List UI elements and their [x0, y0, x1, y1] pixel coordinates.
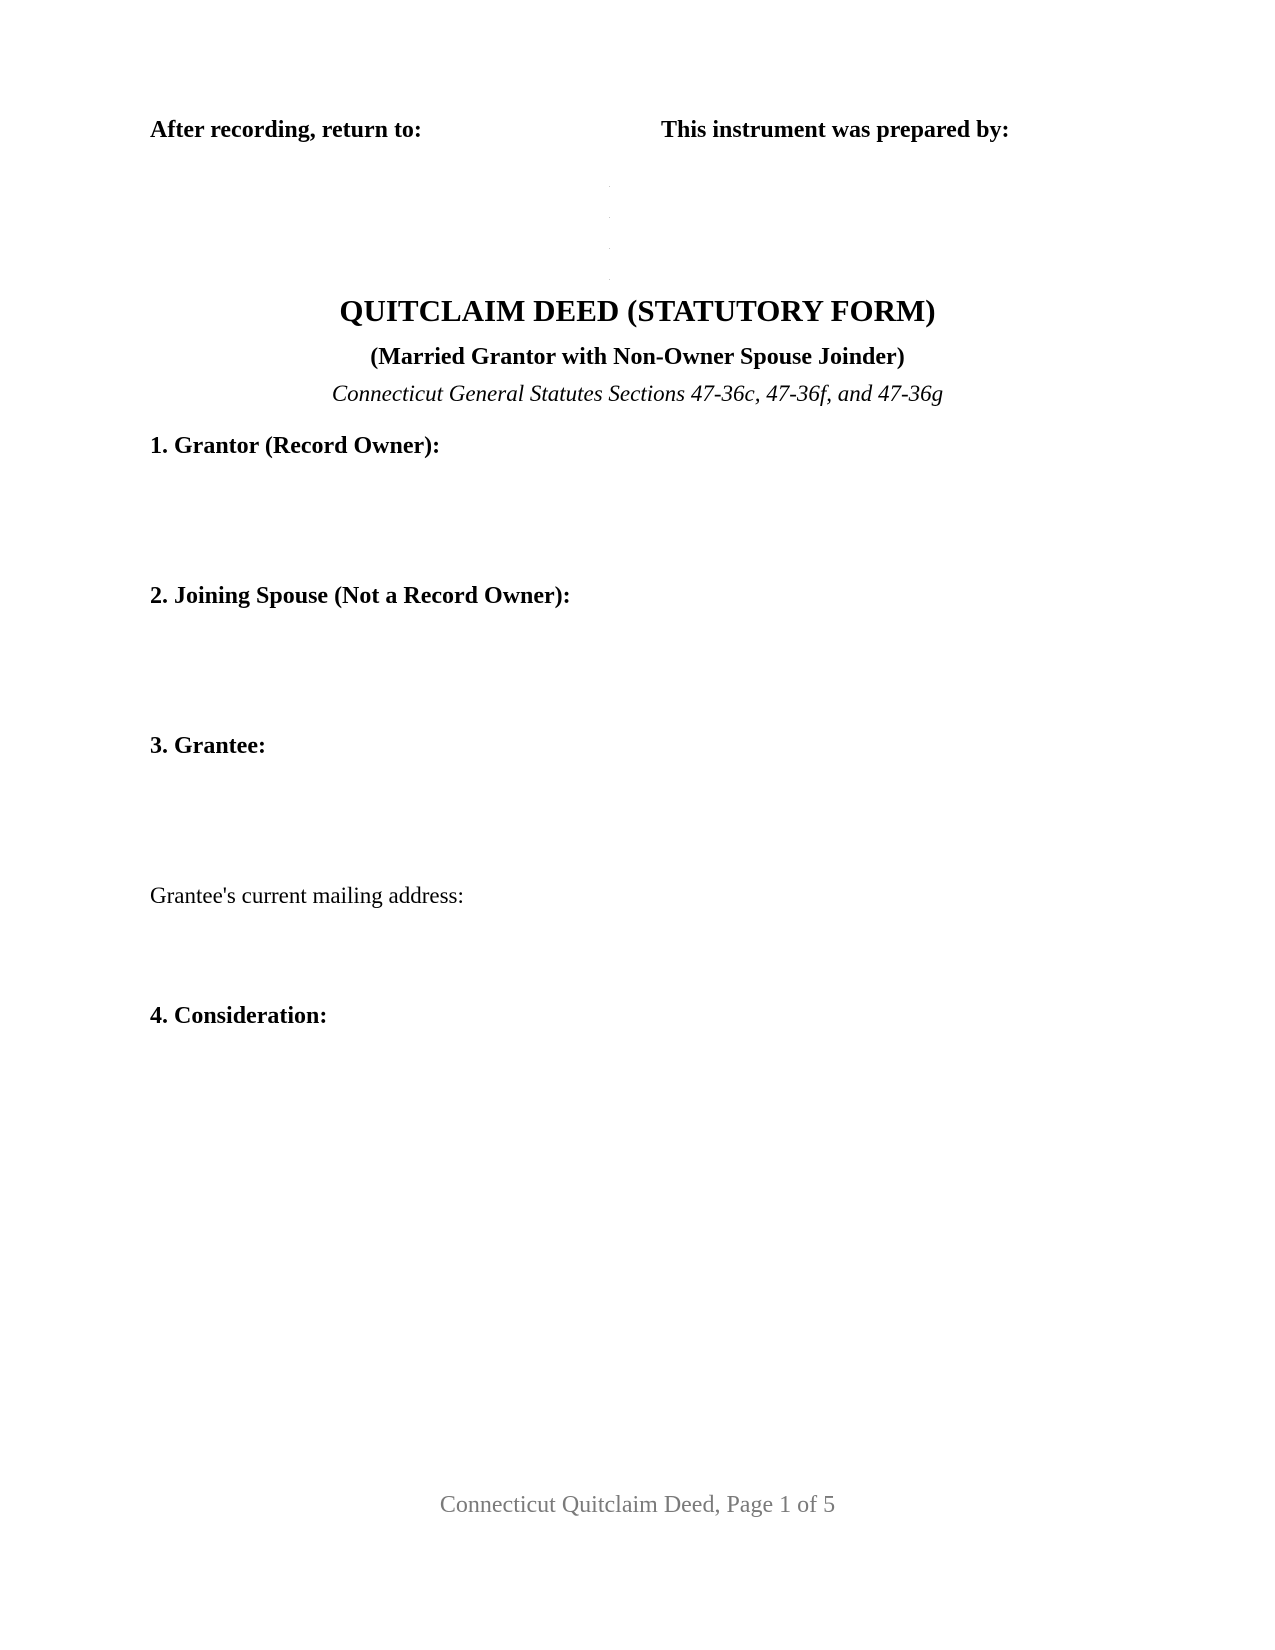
document-subtitle: (Married Grantor with Non-Owner Spouse Joinder) — [370, 344, 905, 370]
consideration-heading: 4. Consideration: — [150, 1003, 328, 1029]
prepared-by-label: This instrument was prepared by: — [661, 117, 1010, 143]
joining-spouse-heading: 2. Joining Spouse (Not a Record Owner): — [150, 583, 571, 609]
document-title: QUITCLAIM DEED (STATUTORY FORM) — [339, 293, 936, 328]
grantee-heading: 3. Grantee: — [150, 733, 266, 759]
grantee-address-label: Grantee's current mailing address: — [150, 883, 464, 908]
field-marker-dot — [609, 248, 610, 249]
statute-reference: Connecticut General Statutes Sections 47-36c, 47-36f, and 47-36g — [331, 381, 944, 406]
page-footer: Connecticut Quitclaim Deed, Page 1 of 5 — [439, 1492, 836, 1518]
return-to-label: After recording, return to: — [150, 117, 422, 143]
field-marker-dot — [609, 217, 610, 218]
grantor-heading: 1. Grantor (Record Owner): — [150, 433, 441, 459]
field-marker-dot — [609, 186, 610, 187]
field-marker-dot — [609, 279, 610, 280]
